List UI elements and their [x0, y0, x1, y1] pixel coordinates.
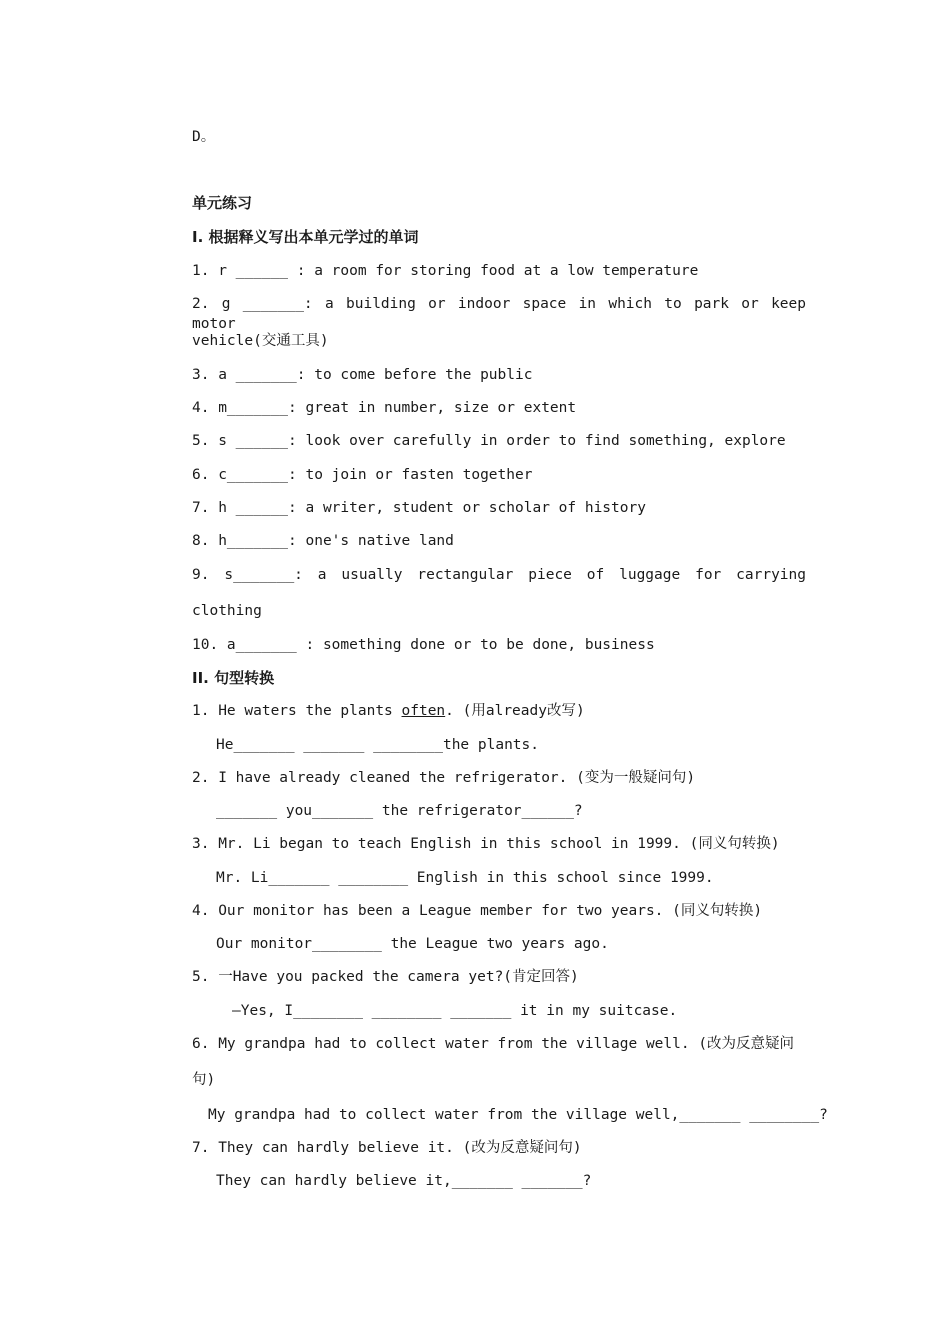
vocab-item-3: 3. a _______: to come before the public: [192, 367, 533, 383]
vocab-item-1: 1. r ______ : a room for storing food at a low temperature: [192, 263, 699, 279]
vocab-item-9-cont: clothing: [192, 603, 262, 619]
q1-underlined-word: often: [401, 703, 446, 719]
vocab-item-8: 8. h_______: one's native land: [192, 533, 454, 549]
section1-title: I. 根据释义写出本单元学过的单词: [192, 228, 419, 246]
transform-q6: 6. My grandpa had to collect water from the village well. (改为反意疑问: [192, 1036, 795, 1052]
transform-a2: _______ you_______ the refrigerator______?: [216, 803, 583, 819]
vocab-item-7: 7. h ______: a writer, student or scholar of history: [192, 500, 646, 516]
vocab-item-2: 2. g _______: a building or indoor space in which to park or keep motor: [192, 296, 806, 332]
transform-a4: Our monitor________ the League two years ago.: [216, 936, 609, 952]
transform-q1: [192, 701, 585, 721]
q1-pre: 1. He waters the plants: [192, 703, 402, 719]
vocab-item-6: 6. c_______: to join or fasten together: [192, 467, 533, 483]
section2-title: II. 句型转换: [192, 669, 275, 687]
transform-a3: Mr. Li_______ ________ English in this school since 1999.: [216, 870, 714, 886]
vocab-item-4: 4. m_______: great in number, size or extent: [192, 400, 577, 416]
vocab-item-10: 10. a_______ : something done or to be done, business: [192, 637, 655, 653]
vocab-item-9: 9. s_______: a usually rectangular piece of luggage for carrying: [192, 567, 806, 583]
transform-q5: 5. 一Have you packed the camera yet?(肯定回答): [192, 969, 579, 985]
transform-a5: —Yes, I________ ________ _______ it in my suitcase.: [232, 1003, 678, 1019]
transform-q4: 4. Our monitor has been a League member for two years. (同义句转换): [192, 903, 763, 919]
transform-q2: 2. I have already cleaned the refrigerator. (变为一般疑问句): [192, 770, 696, 786]
vocab-item-5: 5. s ______: look over carefully in order to find something, explore: [192, 433, 786, 449]
q1-post: . (用already改写): [445, 703, 585, 719]
vocab-item-2-cont: vehicle(交通工具): [192, 333, 329, 349]
transform-q3: 3. Mr. Li began to teach English in this school in 1999. (同义句转换): [192, 836, 780, 852]
transform-q6-cont: 句): [192, 1072, 216, 1088]
section-heading: 单元练习: [192, 194, 253, 212]
transform-a6: My grandpa had to collect water from the village well,_______ ________?: [208, 1107, 828, 1123]
transform-a7: They can hardly believe it,_______ _______?: [216, 1173, 592, 1189]
top-fragment: D。: [192, 129, 216, 145]
transform-a1: He_______ _______ ________the plants.: [216, 737, 540, 753]
transform-q7: 7. They can hardly believe it. (改为反意疑问句): [192, 1140, 582, 1156]
